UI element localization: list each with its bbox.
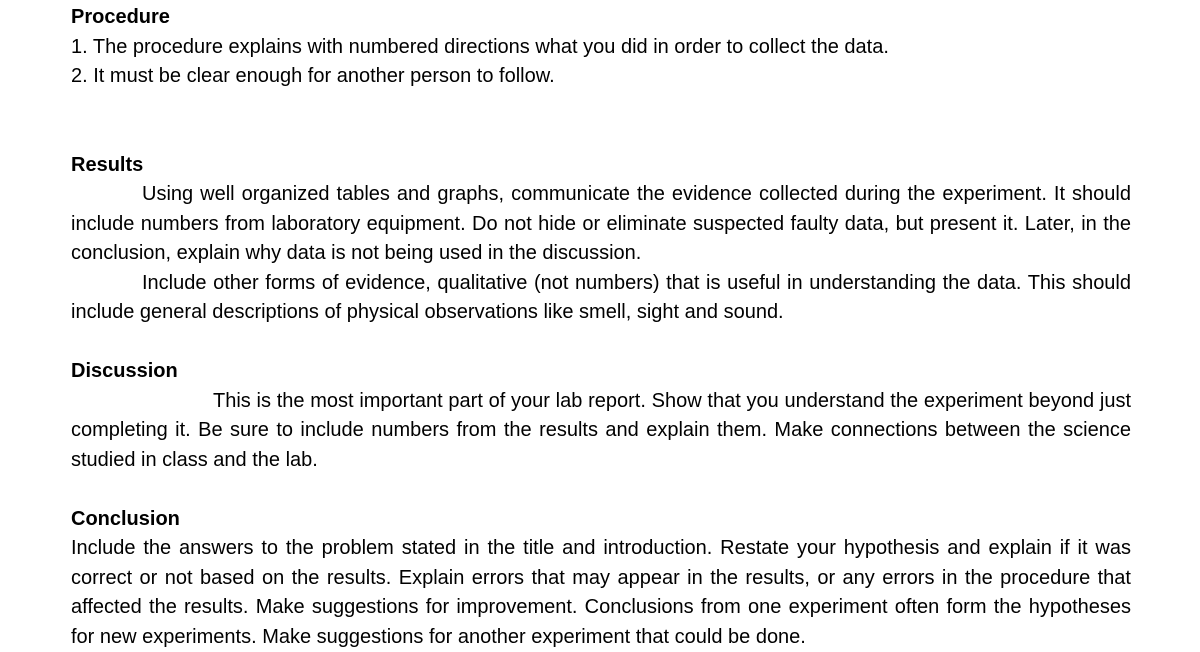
results-paragraph-2: Include other forms of evidence, qualitative (not numbers) that is useful in understanding the data. This should include general descriptions of physical observations like smell, sight and sound. [71,269,1131,328]
results-paragraph-1: Using well organized tables and graphs, communicate the evidence collected during the experiment. It should include numbers from laboratory equipment. Do not hide or eliminate suspected faulty data, but present it. Later, in the conclusion, explain why data is not being used in the discussion. [71,180,1131,269]
discussion-paragraph: This is the most important part of your lab report. Show that you understand the experiment beyond just completing it. Be sure to include numbers from the results and explain them. Make connections between the science studied in class and the lab. [71,387,1131,476]
conclusion-paragraph: Include the answers to the problem stated in the title and introduction. Restate your hypothesis and explain if it was correct or not based on the results. Explain errors that may appear in the results, or any errors in the procedure that affected the results. Make suggestions for improvement. Conclusions from one experiment often form the hypotheses for new experiments. Make suggestions for another experiment that could be done. [71,534,1131,652]
conclusion-heading: Conclusion [71,505,1131,535]
procedure-item-1: 1. The procedure explains with numbered directions what you did in order to collect the data. [71,33,1131,63]
document-page [71,3,1131,652]
results-heading: Results [71,151,1131,181]
discussion-section [71,357,1131,475]
procedure-section [71,3,1131,92]
results-section [71,151,1131,328]
procedure-heading: Procedure [71,3,1131,33]
procedure-item-2: 2. It must be clear enough for another person to follow. [71,62,1131,92]
discussion-heading: Discussion [71,357,1131,387]
